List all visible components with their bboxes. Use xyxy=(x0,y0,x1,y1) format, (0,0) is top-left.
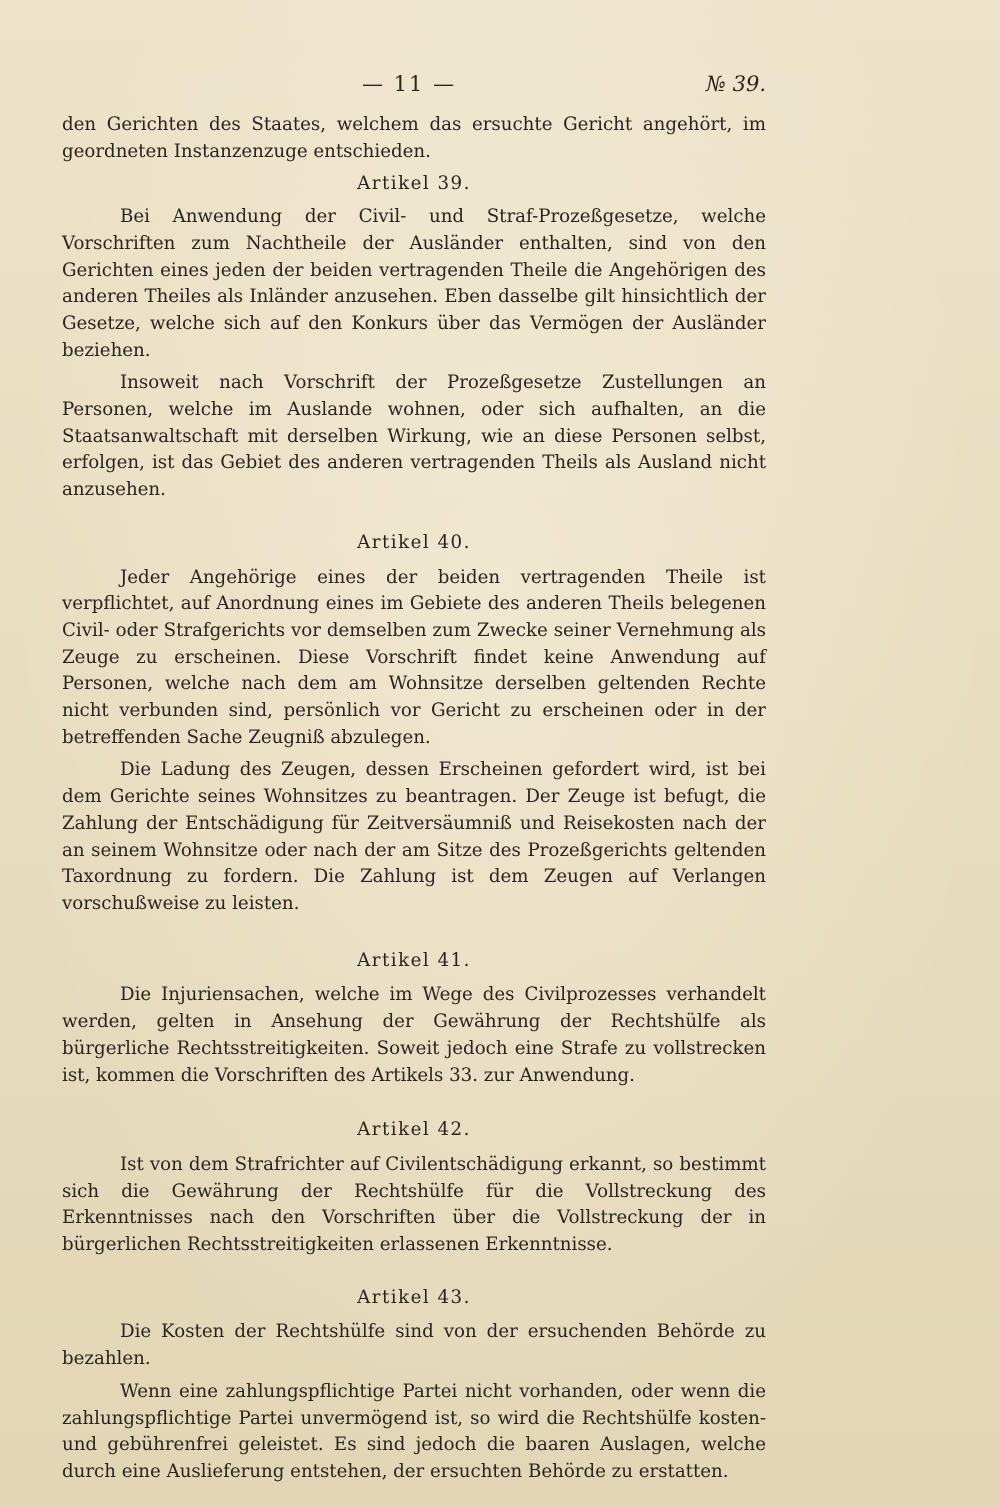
page-number: — 11 — xyxy=(362,72,457,96)
article-heading-41: Artikel 41. xyxy=(357,949,471,971)
document-body xyxy=(62,112,766,1486)
paragraph: den Gerichten des Staates, welchem das ersuchte Gericht angehört, im geordneten Instanzenzuge entschieden. xyxy=(62,114,766,162)
paragraph: Jeder Angehörige eines der beiden vertragenden Theile ist verpflichtet, auf Anordnung eines im Gebiete des anderen Theils belegenen Civil- oder Strafgerichts vor demselben zum Zwecke seiner Vernehmung als Zeuge zu erscheinen. Diese Vorschrift findet keine Anwendung auf Personen, welche nach dem am Wohnsitze derselben geltenden Rechte nicht verbunden sind, persönlich vor Gericht zu erscheinen oder in der betreffenden Sache Zeugniß abzulegen. xyxy=(62,566,766,748)
paragraph: Die Injuriensachen, welche im Wege des Civilprozesses verhandelt werden, gelten in Ansehung der Gewährung der Rechtshülfe als bürgerliche Rechtsstreitigkeiten. Soweit jedoch eine Strafe zu vollstrecken ist, kommen die Vorschriften des Artikels 33. zur Anwendung. xyxy=(62,984,766,1086)
paragraph: Wenn eine zahlungspflichtige Partei nicht vorhanden, oder wenn die zahlungspflichtige Partei unvermögend ist, so wird die Rechtshülfe kosten- und gebührenfrei geleistet. Es sind jedoch die baaren Auslagen, welche durch eine Auslieferung entstehen, der ersuchten Behörde zu erstatten. xyxy=(62,1380,766,1482)
paragraph: Bei Anwendung der Civil- und Straf-Prozeßgesetze, welche Vorschriften zum Nachtheile der Ausländer enthalten, sind von den Gerichten eines jeden der beiden vertragenden Theile die Angehörigen des anderen Theiles als Inländer anzusehen. Eben dasselbe gilt hinsichtlich der Gesetze, welche sich auf den Konkurs über das Vermögen der Ausländer beziehen. xyxy=(62,206,766,361)
article-heading-43: Artikel 43. xyxy=(357,1286,471,1308)
paragraph: Die Kosten der Rechtshülfe sind von der ersuchenden Behörde zu bezahlen. xyxy=(62,1321,766,1370)
document-number: № 39. xyxy=(706,72,766,96)
article-heading-39: Artikel 39. xyxy=(357,173,471,195)
paragraph: Insoweit nach Vorschrift der Prozeßgesetze Zustellungen an Personen, welche im Auslande wohnen, oder sich aufhalten, an die Staatsanwaltschaft mit derselben Wirkung, wie an diese Personen selbst, erfolgen, ist das Gebiet des anderen vertragenden Theils als Ausland nicht anzusehen. xyxy=(62,372,766,501)
paragraph: Die Ladung des Zeugen, dessen Erscheinen gefordert wird, ist bei dem Gerichte seines Wohnsitzes zu beantragen. Der Zeuge ist befugt, die Zahlung der Entschädigung für Zeitversäumniß und Reisekosten nach der an seinem Wohnsitze oder nach der am Sitze des Prozeßgerichts geltenden Taxordnung zu fordern. Die Zahlung ist dem Zeugen auf Verlangen vorschußweise zu leisten. xyxy=(62,759,766,914)
article-heading-40: Artikel 40. xyxy=(357,531,471,553)
page-header xyxy=(62,72,766,102)
paragraph: Ist von dem Strafrichter auf Civilentschädigung erkannt, so bestimmt sich die Gewährung der Rechtshülfe für die Vollstreckung des Erkenntnisses nach den Vorschriften über die Vollstreckung der in bürgerlichen Rechtsstreitigkeiten erlassenen Erkenntnisse. xyxy=(62,1153,766,1256)
article-heading-42: Artikel 42. xyxy=(357,1119,471,1141)
